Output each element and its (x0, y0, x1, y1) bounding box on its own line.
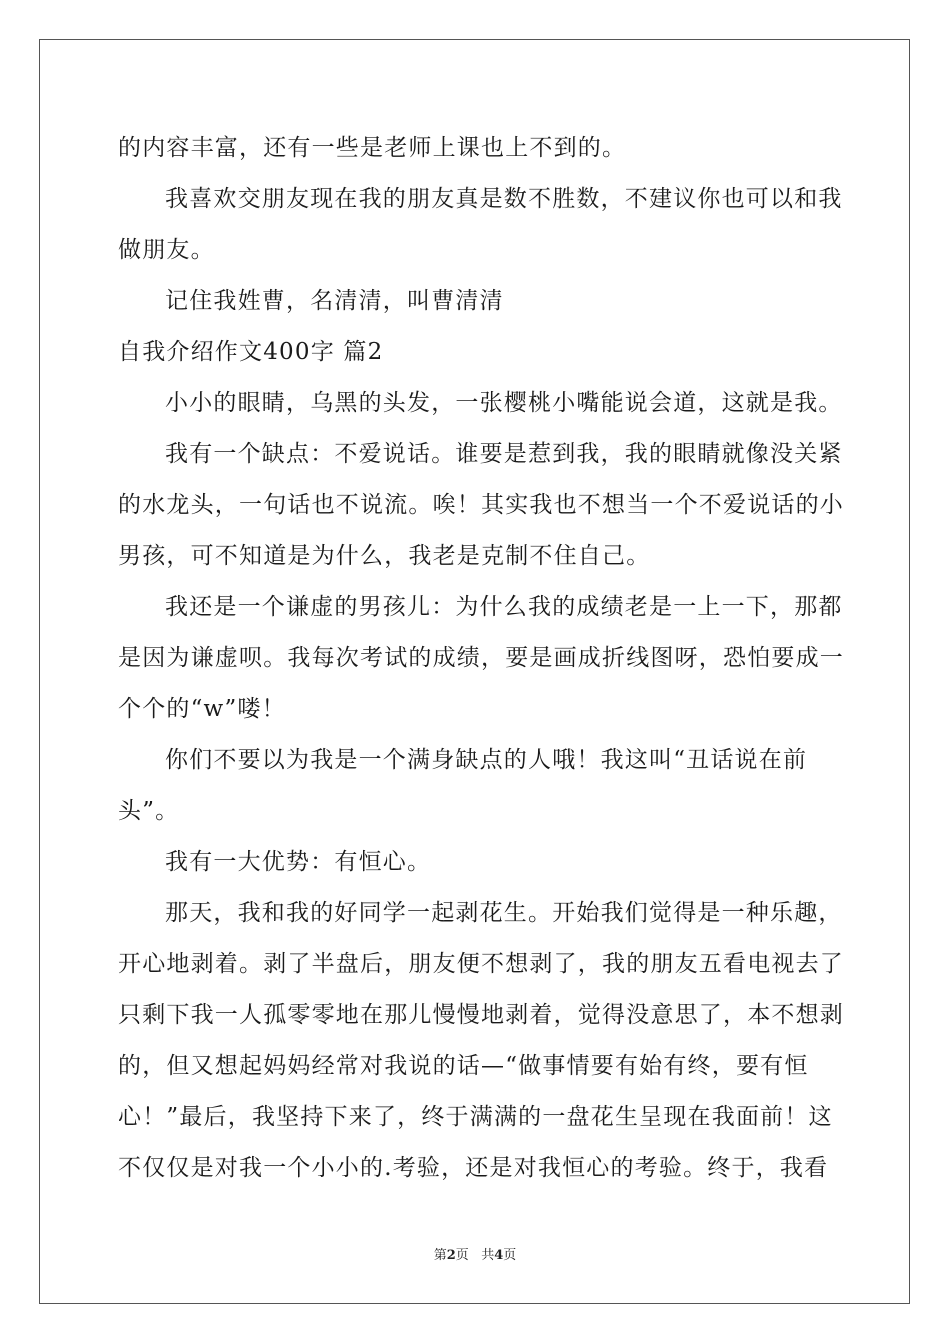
page-number-footer (0, 1247, 950, 1265)
paragraph-line: 的，但又想起妈妈经常对我说的话—“做事情要有始有终，要有恒 (118, 1053, 809, 1079)
paragraph-line: 记住我姓曹，名清清，叫曹清清 (165, 288, 504, 314)
paragraph-line: 男孩，可不知道是为什么，我老是克制不住自己。 (118, 543, 651, 569)
section-heading: 自我介绍作文400字 篇2 (118, 339, 384, 365)
paragraph-line: 那天，我和我的好同学一起剥花生。开始我们觉得是一种乐趣， (165, 900, 843, 926)
paragraph-line: 你们不要以为我是一个满身缺点的人哦！我这叫“丑话说在前 (165, 747, 808, 773)
paragraph-line: 开心地剥着。剥了半盘后，朋友便不想剥了，我的朋友五看电视去了 (118, 951, 844, 977)
current-page-number: 2 (446, 1248, 456, 1263)
paragraph-line: 是因为谦虚呗。我每次考试的成绩，要是画成折线图呀，恐怕要成一 (118, 645, 844, 671)
paragraph-line: 我还是一个谦虚的男孩儿：为什么我的成绩老是一上一下，那都 (165, 594, 843, 620)
page-label-suffix: 页 (455, 1248, 469, 1263)
paragraph-line: 头”。 (118, 798, 180, 824)
paragraph-line: 我喜欢交朋友现在我的朋友真是数不胜数，不建议你也可以和我 (165, 186, 843, 212)
paragraph-line: 个个的“w”喽！ (118, 696, 286, 722)
page-label-prefix: 第 (433, 1248, 447, 1263)
paragraph-line: 心！”最后，我坚持下来了，终于满满的一盘花生呈现在我面前！这 (118, 1104, 833, 1130)
paragraph-line: 的内容丰富，还有一些是老师上课也上不到的。 (118, 135, 627, 161)
paragraph-line: 的水龙头，一句话也不说流。唉！其实我也不想当一个不爱说话的小 (118, 492, 844, 518)
total-label-suffix: 页 (503, 1248, 517, 1263)
paragraph-line: 我有一大优势：有恒心。 (165, 849, 432, 875)
paragraph-line: 小小的眼睛，乌黑的头发，一张樱桃小嘴能说会道，这就是我。 (165, 390, 843, 416)
paragraph-line: 我有一个缺点：不爱说话。谁要是惹到我，我的眼睛就像没关紧 (165, 441, 843, 467)
total-page-count: 4 (494, 1248, 504, 1263)
paragraph-line: 只剩下我一人孤零零地在那儿慢慢地剥着，觉得没意思了，本不想剥 (118, 1002, 844, 1028)
total-label-prefix: 共 (481, 1248, 495, 1263)
paragraph-line: 做朋友。 (118, 237, 215, 263)
paragraph-line: 不仅仅是对我一个小小的.考验，还是对我恒心的考验。终于，我看 (118, 1155, 829, 1181)
